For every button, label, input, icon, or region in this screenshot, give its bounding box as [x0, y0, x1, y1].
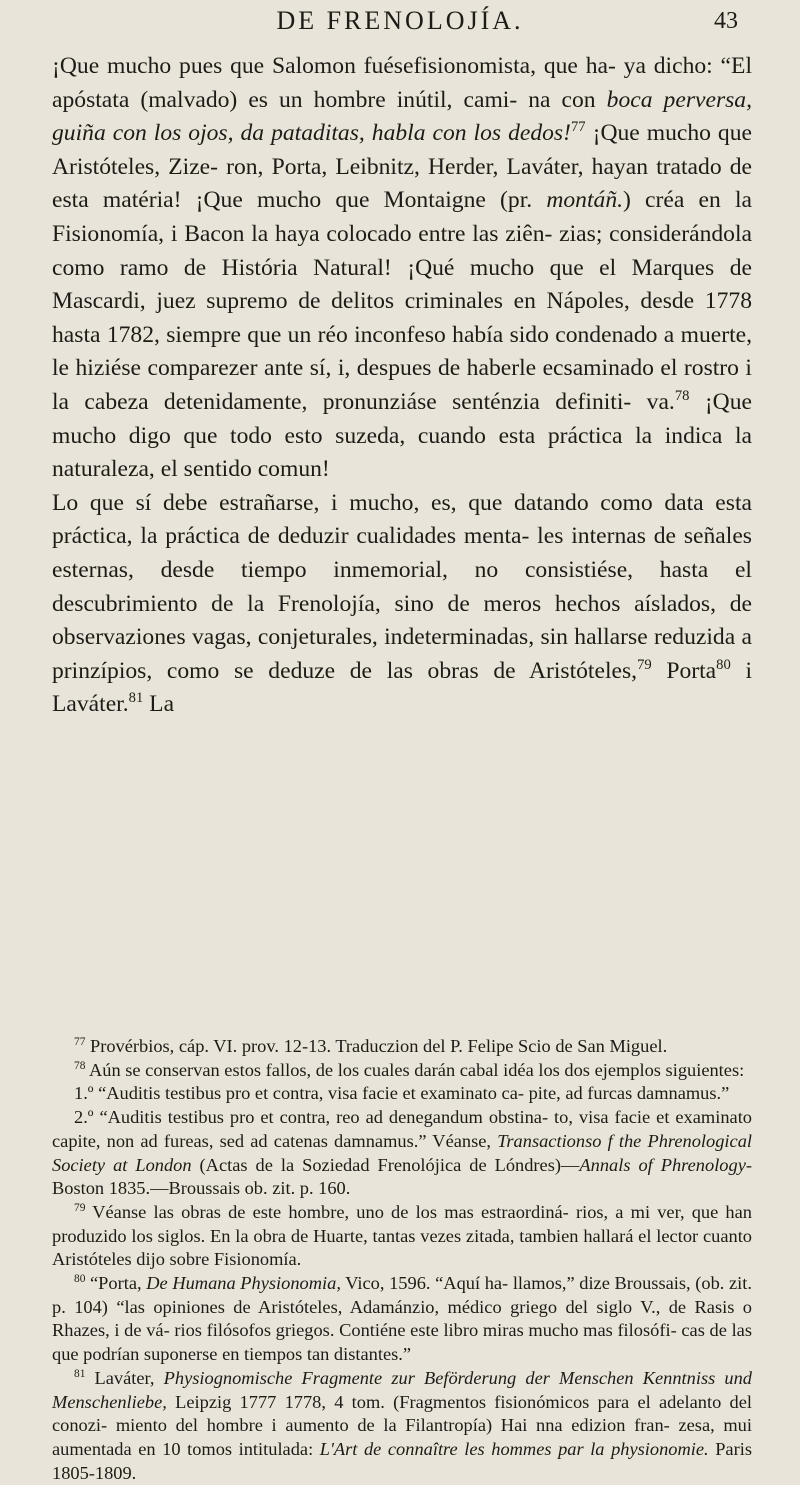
quotation-italic: boca perversa, guiña con los ojos, da pataditas, habla con los dedos! [52, 86, 753, 147]
text-run: La [143, 691, 175, 718]
text-run: ¡Que mucho digo que todo esto suzeda, cuando esta práctica la indica la naturaleza, el sentido comun! [52, 388, 752, 483]
paragraph-1 [52, 50, 752, 487]
main-text [52, 50, 752, 722]
text-run: Lo que sí debe estrañarse, i mucho, es, que datando como data esta práctica, la práctica de deduzir cualidades menta- les internas de señales esternas, desde tiempo inmemorial, no consistiése, hasta el descubrimiento de la Frenolojía, sino de meros hechos aíslados, de observaziones vagas, conjeturales, indeterminadas, sin hallarse reduzida a prinzípios, como se deduze de las obras de Aristóteles, [52, 489, 752, 684]
text-run: Porta [651, 657, 717, 684]
footnote-text: “Porta, [85, 1273, 147, 1294]
text-run: ¡Que mucho que Aristóteles, Zize- ron, Porta, Leibnitz, Herder, Laváter, hayan tratado de esta matéria! ¡Que mucho que Montaigne (pr. [52, 120, 752, 214]
page-number: 43 [714, 8, 738, 34]
footnote-marker: 77 [74, 1035, 86, 1048]
footnote-78 [52, 1059, 752, 1083]
footnote-text: Aún se conservan estos fallos, de los cuales darán cabal idéa los dos ejemplos siguientes: [85, 1059, 745, 1080]
footnote-ref-77: 77 [570, 119, 586, 136]
text-run: i Laváter. [52, 657, 752, 718]
footnote-marker: 79 [74, 1201, 86, 1214]
footnote-81 [52, 1367, 752, 1485]
page-header [0, 6, 800, 46]
footnote-marker: 81 [74, 1367, 86, 1380]
pronunciation-italic: montáñ. [546, 187, 624, 214]
citation-title-italic: De Humana Physionomia, [146, 1273, 341, 1294]
footnote-80 [52, 1272, 752, 1367]
text-run: ¡Que mucho pues que Salomon fuésefisionomista, que ha- ya dicho: “El apóstata (malvado) es un hombre inútil, cami- na con [52, 53, 752, 113]
footnote-text: Vico, 1596. “Aquí ha- llamos,” dize Broussais, (ob. zit. p. 104) “las opiniones de Aristóteles, Adamánzio, médico griego del siglo V., de Rasis o Rhazes, i de vá- rios filósofos griegos. Contiéne este libro miras mucho mas filosófi- cas de las que podrían suponerse en tiempos tan distantes.” [52, 1273, 752, 1365]
footnote-79 [52, 1201, 752, 1272]
citation-title-italic: Physiognomische Fragmente zur Beförderung der Menschen Kenntniss und Menschenliebe, [52, 1367, 752, 1412]
footnote-text: Laváter, [85, 1367, 164, 1388]
footnote-text: 2.º “Auditis testibus pro et contra, reo ad denegandum obstina- to, visa facie et examinato capite, non ad fureas, sed ad catenas damnamus.” Véanse, [52, 1107, 752, 1151]
footnote-text: (Actas de la Soziedad Frenolójica de Lóndres)— [191, 1154, 580, 1175]
footnote-78-example-1: 1.º “Auditis testibus pro et contra, visa facie et examinato ca- pite, ad furcas damnamus.” [74, 1083, 730, 1104]
footnote-text: Leipzig 1777 1778, 4 tom. (Fragmentos fisionómicos para el adelanto del conozi- miento del hombre i aumento de la Filantropía) Hai nna edizion fran- zesa, mui aumentada en 10 tomos intitulada: [52, 1391, 752, 1459]
footnote-ref-78: 78 [674, 388, 690, 405]
text-run: ) créa en la Fisionomía, i Bacon la haya colocado entre las ziên- zias; considerándola como ramo de História Natural! ¡Qué mucho que el Marques de Mascardi, juez supremo de delitos criminales en Nápoles, desde 1778 hasta 1782, siempre que un réo inconfeso había sido condenado a muerte, le hiziése comparezer ante sí, i, despues de haberle ecsaminado el rostro i la cabeza detenidamente, pronunziáse senténzia definiti- va. [52, 187, 752, 415]
citation-title-italic: L'Art de connaître les hommes par la physionomie. [319, 1438, 709, 1459]
footnote-text: -Boston 1835.—Broussais ob. zit. p. 160. [52, 1154, 752, 1199]
footnote-text: Provérbios, cáp. VI. prov. 12-13. Traduczion del P. Felipe Scio de San Miguel. [85, 1036, 668, 1056]
footnotes [52, 1035, 752, 1485]
footnote-ref-79: 79 [637, 656, 652, 673]
footnote-ref-81: 81 [128, 690, 144, 707]
footnote-text: Véanse las obras de este hombre, uno de los mas estraordiná- rios, a mi ver, que han produzido los siglos. En la obra de Huarte, tantas vezes zitada, tambien hallará el lector cuanto Aristóteles dijo sobre Fisionomía. [52, 1201, 752, 1270]
citation-title-italic: Annals of Phrenology [579, 1154, 746, 1175]
footnote-marker: 80 [74, 1272, 86, 1285]
footnote-marker: 78 [74, 1059, 86, 1072]
footnote-77 [52, 1035, 752, 1059]
paragraph-2 [52, 487, 752, 722]
footnote-text: Paris 1805-1809. [52, 1438, 752, 1483]
footnote-ref-80: 80 [716, 656, 731, 673]
citation-title-italic: Transactionso f the Phrenological Society at London [52, 1130, 753, 1175]
footnote-78-example-2 [52, 1106, 752, 1201]
running-title: DE FRENOLOJÍA. [276, 6, 524, 35]
